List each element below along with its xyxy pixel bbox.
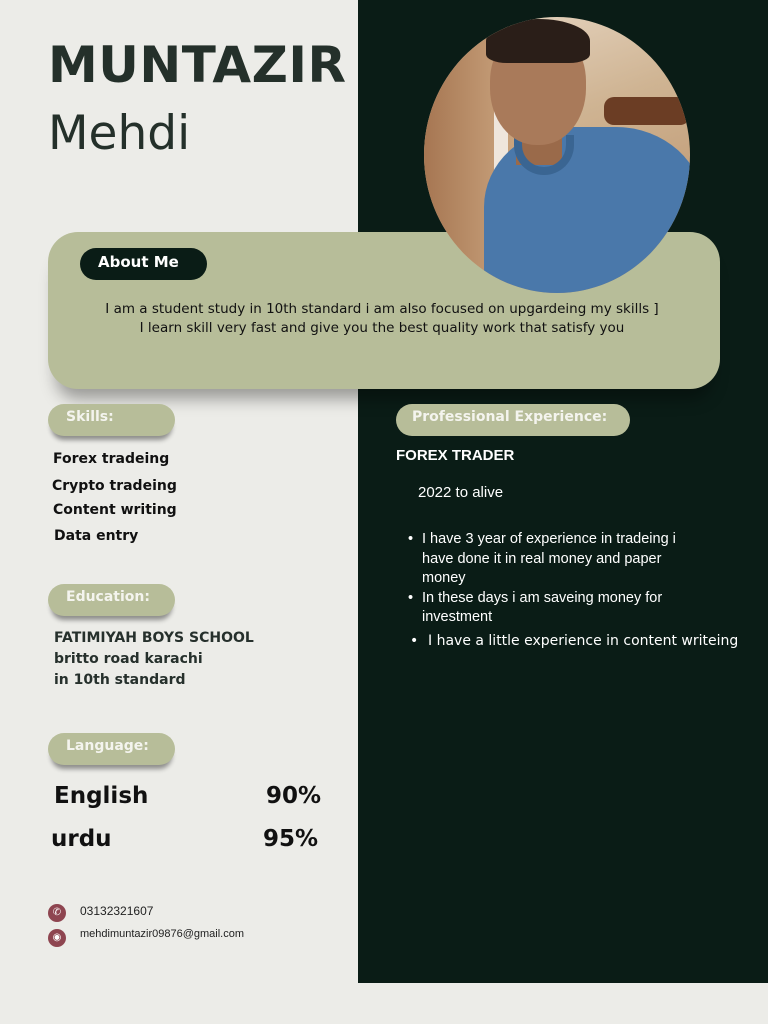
- phone-icon: ✆: [48, 904, 66, 922]
- skills-heading: Skills:: [48, 404, 175, 436]
- globe-icon: ◉: [48, 929, 66, 947]
- experience-heading: Professional Experience:: [396, 404, 630, 436]
- about-title: About Me: [80, 248, 207, 280]
- skill-item: Forex tradeing: [53, 451, 170, 467]
- about-line-1: I am a student study in 10th standard i am also focused on upgardeing my skills ]: [105, 301, 659, 317]
- experience-bullet-extra: • I have a little experience in content writeing: [410, 633, 738, 649]
- language-name: urdu: [51, 826, 112, 852]
- about-text: [62, 300, 702, 338]
- skill-item: Crypto tradeing: [52, 478, 177, 494]
- last-name: Mehdi: [48, 106, 191, 161]
- experience-list: [406, 530, 706, 628]
- language-percent: 90%: [266, 783, 322, 809]
- photo-railing: [604, 97, 690, 125]
- education-heading: Education:: [48, 584, 175, 616]
- experience-period: 2022 to alive: [418, 484, 504, 501]
- experience-role: FOREX TRADER: [396, 447, 515, 464]
- language-heading: Language:: [48, 733, 175, 765]
- skill-item: Content writing: [53, 502, 177, 518]
- education-school: FATIMIYAH BOYS SCHOOL: [54, 630, 254, 646]
- profile-photo: [424, 17, 690, 293]
- skill-item: Data entry: [54, 528, 139, 544]
- about-line-2: I learn skill very fast and give you the best quality work that satisfy you: [139, 320, 625, 336]
- first-name: MUNTAZIR: [48, 36, 347, 94]
- experience-bullet: • I have 3 year of experience in tradeing i have done it in real money and paper money: [406, 530, 706, 589]
- education-address: britto road karachi: [54, 651, 203, 667]
- contact-phone[interactable]: 03132321607: [80, 904, 154, 918]
- experience-bullet: • In these days i am saveing money for investment: [406, 589, 706, 628]
- photo-hair: [486, 19, 590, 63]
- language-name: English: [54, 783, 149, 809]
- contact-email[interactable]: mehdimuntazir09876@gmail.com: [80, 928, 245, 940]
- language-percent: 95%: [263, 826, 319, 852]
- education-standard: in 10th standard: [54, 672, 186, 688]
